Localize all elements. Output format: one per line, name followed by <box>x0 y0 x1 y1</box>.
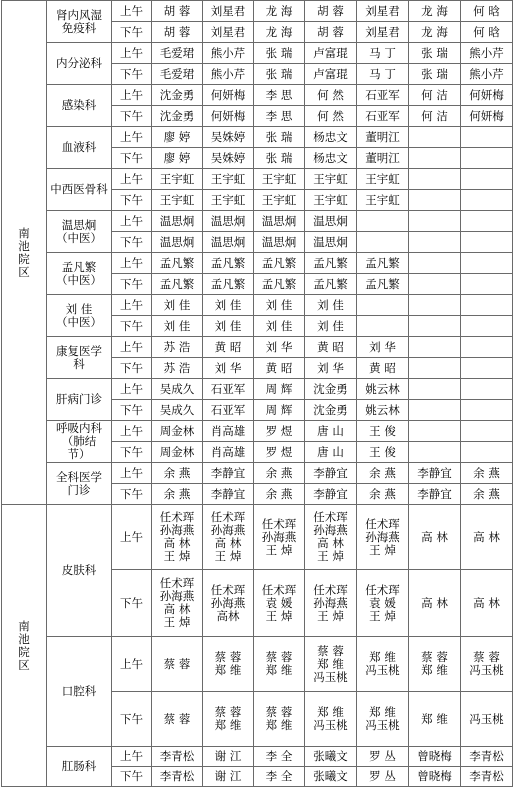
schedule-row <box>2 127 513 148</box>
doctor-cell: 何 然 <box>305 106 357 127</box>
doctor-cell: 余 燕 <box>357 463 409 484</box>
schedule-row <box>2 85 513 106</box>
doctor-cell: 杨忠文 <box>305 148 357 169</box>
doctor-cell: 温思炯 <box>254 211 305 232</box>
doctor-cell: 吴成久 <box>152 400 203 421</box>
doctor-cell: 任术珲 孙海燕 王 焯 <box>254 505 305 570</box>
doctor-cell: 温思炯 <box>305 232 357 253</box>
doctor-cell: 何妍梅 <box>461 106 513 127</box>
doctor-cell: 李青松 <box>152 767 203 787</box>
doctor-cell <box>461 442 513 463</box>
doctor-cell: 石亚军 <box>203 400 254 421</box>
period-label: 上午 <box>112 747 152 767</box>
doctor-cell: 周 辉 <box>254 379 305 400</box>
doctor-cell <box>461 232 513 253</box>
doctor-cell <box>461 211 513 232</box>
department-name: 肝病门诊 <box>47 379 112 421</box>
doctor-cell: 刘星君 <box>203 1 254 22</box>
doctor-cell: 谢 江 <box>203 767 254 787</box>
doctor-cell <box>357 295 409 316</box>
doctor-cell: 黄 昭 <box>203 337 254 358</box>
doctor-cell: 罗 丛 <box>357 767 409 787</box>
doctor-cell: 王宇虹 <box>152 169 203 190</box>
doctor-cell: 王宇虹 <box>254 190 305 211</box>
doctor-cell: 刘 华 <box>203 358 254 379</box>
doctor-cell: 罗 丛 <box>357 747 409 767</box>
doctor-cell: 王 俊 <box>357 421 409 442</box>
doctor-cell: 沈金勇 <box>152 85 203 106</box>
period-label: 上午 <box>112 43 152 64</box>
doctor-cell: 李静宜 <box>305 463 357 484</box>
schedule-row <box>2 747 513 767</box>
doctor-cell: 蔡 蓉 郑 维 <box>254 692 305 747</box>
schedule-row <box>2 637 513 692</box>
doctor-cell <box>409 127 461 148</box>
doctor-cell <box>357 232 409 253</box>
doctor-cell: 唐 山 <box>305 421 357 442</box>
doctor-cell: 蔡 蓉 <box>152 692 203 747</box>
doctor-cell: 吴姝婷 <box>203 148 254 169</box>
doctor-cell: 蔡 蓉 郑 维 <box>409 637 461 692</box>
doctor-cell: 熊小芹 <box>203 64 254 85</box>
schedule-row <box>2 43 513 64</box>
doctor-cell: 王 俊 <box>357 442 409 463</box>
schedule-row <box>2 337 513 358</box>
doctor-cell: 李青松 <box>461 767 513 787</box>
doctor-cell: 张曦文 <box>305 767 357 787</box>
period-label: 下午 <box>112 274 152 295</box>
doctor-cell: 刘星君 <box>203 22 254 43</box>
doctor-cell: 孟凡繁 <box>305 274 357 295</box>
doctor-cell: 温思炯 <box>254 232 305 253</box>
doctor-cell: 李静宜 <box>203 484 254 505</box>
doctor-cell: 何 洁 <box>409 85 461 106</box>
doctor-cell: 张 瑞 <box>254 43 305 64</box>
period-label: 下午 <box>112 692 152 747</box>
department-name: 全科医学 门诊 <box>47 463 112 505</box>
doctor-cell: 任术珲 孙海燕 高 林 王 焯 <box>203 505 254 570</box>
doctor-cell: 谢 江 <box>203 747 254 767</box>
schedule-row <box>2 1 513 22</box>
department-name: 孟凡繁 （中医） <box>47 253 112 295</box>
doctor-cell: 刘 华 <box>254 337 305 358</box>
doctor-cell: 李静宜 <box>305 484 357 505</box>
doctor-cell: 周金林 <box>152 421 203 442</box>
schedule-row <box>2 169 513 190</box>
doctor-cell: 刘 佳 <box>254 295 305 316</box>
period-label: 上午 <box>112 637 152 692</box>
doctor-cell: 刘 佳 <box>203 295 254 316</box>
doctor-cell: 龙 海 <box>409 22 461 43</box>
department-name: 口腔科 <box>47 637 112 747</box>
doctor-cell: 冯玉桃 <box>461 692 513 747</box>
doctor-cell: 温思炯 <box>203 211 254 232</box>
doctor-cell: 毛爱珺 <box>152 43 203 64</box>
doctor-cell <box>409 358 461 379</box>
doctor-cell: 姚云林 <box>357 379 409 400</box>
doctor-cell: 孟凡繁 <box>305 253 357 274</box>
period-label: 下午 <box>112 232 152 253</box>
doctor-cell: 余 燕 <box>152 463 203 484</box>
doctor-cell: 周金林 <box>152 442 203 463</box>
doctor-cell: 董明江 <box>357 148 409 169</box>
doctor-cell: 肖高雄 <box>203 442 254 463</box>
doctor-cell: 石亚军 <box>203 379 254 400</box>
schedule-row <box>2 295 513 316</box>
doctor-cell <box>409 211 461 232</box>
doctor-cell: 郑 维 冯玉桃 <box>357 637 409 692</box>
doctor-cell: 马 丁 <box>357 43 409 64</box>
doctor-cell: 刘 佳 <box>305 295 357 316</box>
doctor-cell: 刘 佳 <box>305 316 357 337</box>
doctor-cell: 温思炯 <box>152 232 203 253</box>
department-name: 肛肠科 <box>47 747 112 787</box>
doctor-cell <box>461 295 513 316</box>
doctor-cell <box>409 190 461 211</box>
doctor-cell: 黄 昭 <box>254 358 305 379</box>
doctor-cell: 余 燕 <box>254 484 305 505</box>
period-label: 下午 <box>112 316 152 337</box>
doctor-cell: 郑 维 冯玉桃 <box>357 692 409 747</box>
doctor-cell <box>409 421 461 442</box>
department-name: 温思炯 （中医） <box>47 211 112 253</box>
doctor-cell: 孟凡繁 <box>152 274 203 295</box>
period-label: 上午 <box>112 379 152 400</box>
doctor-cell: 石亚军 <box>357 85 409 106</box>
doctor-cell: 李静宜 <box>409 463 461 484</box>
doctor-cell: 温思炯 <box>305 211 357 232</box>
period-label: 下午 <box>112 106 152 127</box>
doctor-cell: 何妍梅 <box>203 106 254 127</box>
doctor-cell: 张 瑞 <box>409 43 461 64</box>
doctor-cell: 李静宜 <box>409 484 461 505</box>
doctor-cell: 任术珲 孙海燕 高林 <box>203 570 254 637</box>
doctor-cell <box>357 316 409 337</box>
doctor-cell: 董明江 <box>357 127 409 148</box>
doctor-cell: 孟凡繁 <box>357 274 409 295</box>
doctor-cell <box>409 232 461 253</box>
doctor-cell <box>357 211 409 232</box>
doctor-cell: 任术珲 袁 媛 王 焯 <box>357 570 409 637</box>
doctor-cell: 孟凡繁 <box>357 253 409 274</box>
doctor-cell: 何 晗 <box>461 22 513 43</box>
doctor-cell <box>461 379 513 400</box>
doctor-cell: 任术珲 孙海燕 高 林 王 焯 <box>152 570 203 637</box>
doctor-cell: 刘 华 <box>357 337 409 358</box>
doctor-cell: 石亚军 <box>357 106 409 127</box>
doctor-cell: 孟凡繁 <box>254 253 305 274</box>
doctor-cell: 熊小芹 <box>461 64 513 85</box>
period-label: 下午 <box>112 400 152 421</box>
doctor-cell <box>461 190 513 211</box>
doctor-cell: 肖高雄 <box>203 421 254 442</box>
doctor-cell: 杨忠文 <box>305 127 357 148</box>
doctor-cell: 李 思 <box>254 85 305 106</box>
doctor-cell: 何 然 <box>305 85 357 106</box>
period-label: 下午 <box>112 190 152 211</box>
campus-label: 南 池 院 区 <box>2 505 47 787</box>
doctor-cell: 苏 浩 <box>152 358 203 379</box>
doctor-cell: 李 全 <box>254 767 305 787</box>
doctor-cell <box>409 379 461 400</box>
period-label: 下午 <box>112 484 152 505</box>
schedule-row <box>2 379 513 400</box>
doctor-cell: 蔡 蓉 郑 维 <box>203 637 254 692</box>
doctor-cell: 何妍梅 <box>203 85 254 106</box>
doctor-cell: 张 瑞 <box>254 127 305 148</box>
doctor-cell: 李 思 <box>254 106 305 127</box>
department-name: 肾内风湿 免疫科 <box>47 1 112 43</box>
doctor-cell: 唐 山 <box>305 442 357 463</box>
doctor-cell: 张曦文 <box>305 747 357 767</box>
doctor-cell: 任术珲 孙海燕 王 焯 <box>357 505 409 570</box>
doctor-cell: 蔡 蓉 冯玉桃 <box>461 637 513 692</box>
doctor-cell: 熊小芹 <box>461 43 513 64</box>
doctor-cell: 刘 佳 <box>152 316 203 337</box>
doctor-cell: 孟凡繁 <box>203 274 254 295</box>
doctor-cell: 何 晗 <box>461 1 513 22</box>
doctor-cell: 熊小芹 <box>203 43 254 64</box>
doctor-cell: 郑 维 <box>409 692 461 747</box>
doctor-cell: 高 林 <box>409 570 461 637</box>
doctor-cell: 王宇虹 <box>357 190 409 211</box>
doctor-cell: 蔡 蓉 <box>152 637 203 692</box>
doctor-cell: 孟凡繁 <box>152 253 203 274</box>
doctor-cell: 李 全 <box>254 747 305 767</box>
period-label: 上午 <box>112 1 152 22</box>
period-label: 上午 <box>112 505 152 570</box>
doctor-cell: 龙 海 <box>409 1 461 22</box>
period-label: 上午 <box>112 337 152 358</box>
department-name: 康复医学 科 <box>47 337 112 379</box>
period-label: 下午 <box>112 64 152 85</box>
doctor-cell <box>461 400 513 421</box>
period-label: 上午 <box>112 169 152 190</box>
doctor-cell: 高 林 <box>461 570 513 637</box>
period-label: 下午 <box>112 22 152 43</box>
doctor-cell <box>409 253 461 274</box>
period-label: 下午 <box>112 570 152 637</box>
doctor-cell: 周 辉 <box>254 400 305 421</box>
doctor-cell <box>409 169 461 190</box>
doctor-cell: 王宇虹 <box>152 190 203 211</box>
doctor-cell: 刘 华 <box>305 358 357 379</box>
doctor-cell: 余 燕 <box>357 484 409 505</box>
period-label: 下午 <box>112 358 152 379</box>
doctor-cell: 毛爱珺 <box>152 64 203 85</box>
doctor-cell: 卢富琨 <box>305 64 357 85</box>
doctor-cell: 廖 婷 <box>152 148 203 169</box>
doctor-cell: 王宇虹 <box>203 169 254 190</box>
period-label: 上午 <box>112 85 152 106</box>
doctor-cell: 何 洁 <box>409 106 461 127</box>
doctor-cell: 刘 佳 <box>203 316 254 337</box>
doctor-cell: 刘星君 <box>357 1 409 22</box>
department-name: 血液科 <box>47 127 112 169</box>
doctor-cell <box>461 274 513 295</box>
doctor-cell: 任术珲 孙海燕 高 林 王 焯 <box>152 505 203 570</box>
doctor-cell: 姚云林 <box>357 400 409 421</box>
department-name: 呼吸内科 （肺结 节） <box>47 421 112 463</box>
doctor-cell: 廖 婷 <box>152 127 203 148</box>
doctor-cell: 蔡 蓉 郑 维 <box>203 692 254 747</box>
doctor-cell <box>409 442 461 463</box>
period-label: 上午 <box>112 463 152 484</box>
doctor-cell: 罗 煜 <box>254 442 305 463</box>
department-name: 感染科 <box>47 85 112 127</box>
schedule-row <box>2 253 513 274</box>
doctor-cell: 李静宜 <box>203 463 254 484</box>
doctor-cell: 高 林 <box>409 505 461 570</box>
doctor-cell: 张 瑞 <box>254 148 305 169</box>
doctor-cell: 胡 蓉 <box>152 22 203 43</box>
doctor-cell <box>461 358 513 379</box>
doctor-cell: 孟凡繁 <box>254 274 305 295</box>
doctor-cell: 苏 浩 <box>152 337 203 358</box>
doctor-cell: 马 丁 <box>357 64 409 85</box>
doctor-cell <box>409 316 461 337</box>
doctor-cell: 郑 维 冯玉桃 <box>305 692 357 747</box>
doctor-cell: 蔡 蓉 郑 维 <box>254 637 305 692</box>
doctor-cell: 李青松 <box>152 747 203 767</box>
schedule-row <box>2 211 513 232</box>
doctor-cell: 曾晓梅 <box>409 767 461 787</box>
doctor-cell: 王宇虹 <box>254 169 305 190</box>
period-label: 下午 <box>112 442 152 463</box>
doctor-cell: 温思炯 <box>152 211 203 232</box>
doctor-cell: 卢富琨 <box>305 43 357 64</box>
doctor-cell: 吴姝婷 <box>203 127 254 148</box>
doctor-cell: 高 林 <box>461 505 513 570</box>
schedule-row <box>2 421 513 442</box>
doctor-cell: 余 燕 <box>461 463 513 484</box>
doctor-cell: 孟凡繁 <box>203 253 254 274</box>
doctor-cell: 刘星君 <box>357 22 409 43</box>
doctor-cell: 张 瑞 <box>409 64 461 85</box>
period-label: 上午 <box>112 421 152 442</box>
department-name: 内分泌科 <box>47 43 112 85</box>
period-label: 上午 <box>112 211 152 232</box>
doctor-cell: 王宇虹 <box>305 169 357 190</box>
doctor-cell: 胡 蓉 <box>305 1 357 22</box>
schedule-table <box>1 0 513 787</box>
doctor-cell <box>461 127 513 148</box>
doctor-cell: 沈金勇 <box>305 400 357 421</box>
doctor-cell: 王宇虹 <box>203 190 254 211</box>
doctor-cell <box>461 316 513 337</box>
schedule-row <box>2 505 513 570</box>
doctor-cell <box>409 274 461 295</box>
doctor-cell: 温思炯 <box>203 232 254 253</box>
doctor-cell: 蔡 蓉 郑 维 冯玉桃 <box>305 637 357 692</box>
doctor-cell: 吴成久 <box>152 379 203 400</box>
doctor-cell <box>461 337 513 358</box>
doctor-cell: 龙 海 <box>254 1 305 22</box>
doctor-cell: 何妍梅 <box>461 85 513 106</box>
doctor-cell: 余 燕 <box>254 463 305 484</box>
doctor-cell: 沈金勇 <box>305 379 357 400</box>
doctor-cell: 黄 昭 <box>305 337 357 358</box>
doctor-cell <box>409 337 461 358</box>
doctor-cell <box>409 148 461 169</box>
department-name: 刘 佳 （中医） <box>47 295 112 337</box>
campus-label: 南 池 院 区 <box>2 1 47 505</box>
department-name: 皮肤科 <box>47 505 112 637</box>
doctor-cell: 李青松 <box>461 747 513 767</box>
doctor-cell <box>461 169 513 190</box>
doctor-cell: 张 瑞 <box>254 64 305 85</box>
doctor-cell: 黄 昭 <box>357 358 409 379</box>
doctor-cell <box>409 295 461 316</box>
doctor-cell: 胡 蓉 <box>305 22 357 43</box>
doctor-cell: 胡 蓉 <box>152 1 203 22</box>
schedule-row <box>2 463 513 484</box>
department-name: 中西医骨科 <box>47 169 112 211</box>
doctor-cell: 余 燕 <box>152 484 203 505</box>
doctor-cell: 罗 煜 <box>254 421 305 442</box>
doctor-cell <box>461 421 513 442</box>
period-label: 上午 <box>112 295 152 316</box>
doctor-cell <box>461 253 513 274</box>
doctor-cell <box>461 148 513 169</box>
doctor-cell: 刘 佳 <box>254 316 305 337</box>
period-label: 下午 <box>112 148 152 169</box>
doctor-cell: 龙 海 <box>254 22 305 43</box>
doctor-cell: 余 燕 <box>461 484 513 505</box>
period-label: 上午 <box>112 253 152 274</box>
doctor-cell <box>409 400 461 421</box>
doctor-cell: 王宇虹 <box>357 169 409 190</box>
doctor-cell: 任术珲 孙海燕 高 林 王 焯 <box>305 505 357 570</box>
doctor-cell: 沈金勇 <box>152 106 203 127</box>
doctor-cell: 刘 佳 <box>152 295 203 316</box>
period-label: 下午 <box>112 767 152 787</box>
doctor-cell: 王宇虹 <box>305 190 357 211</box>
doctor-cell: 任术珲 袁 媛 王 焯 <box>254 570 305 637</box>
doctor-cell: 任术珲 孙海燕 王 焯 <box>305 570 357 637</box>
period-label: 上午 <box>112 127 152 148</box>
doctor-cell: 曾晓梅 <box>409 747 461 767</box>
